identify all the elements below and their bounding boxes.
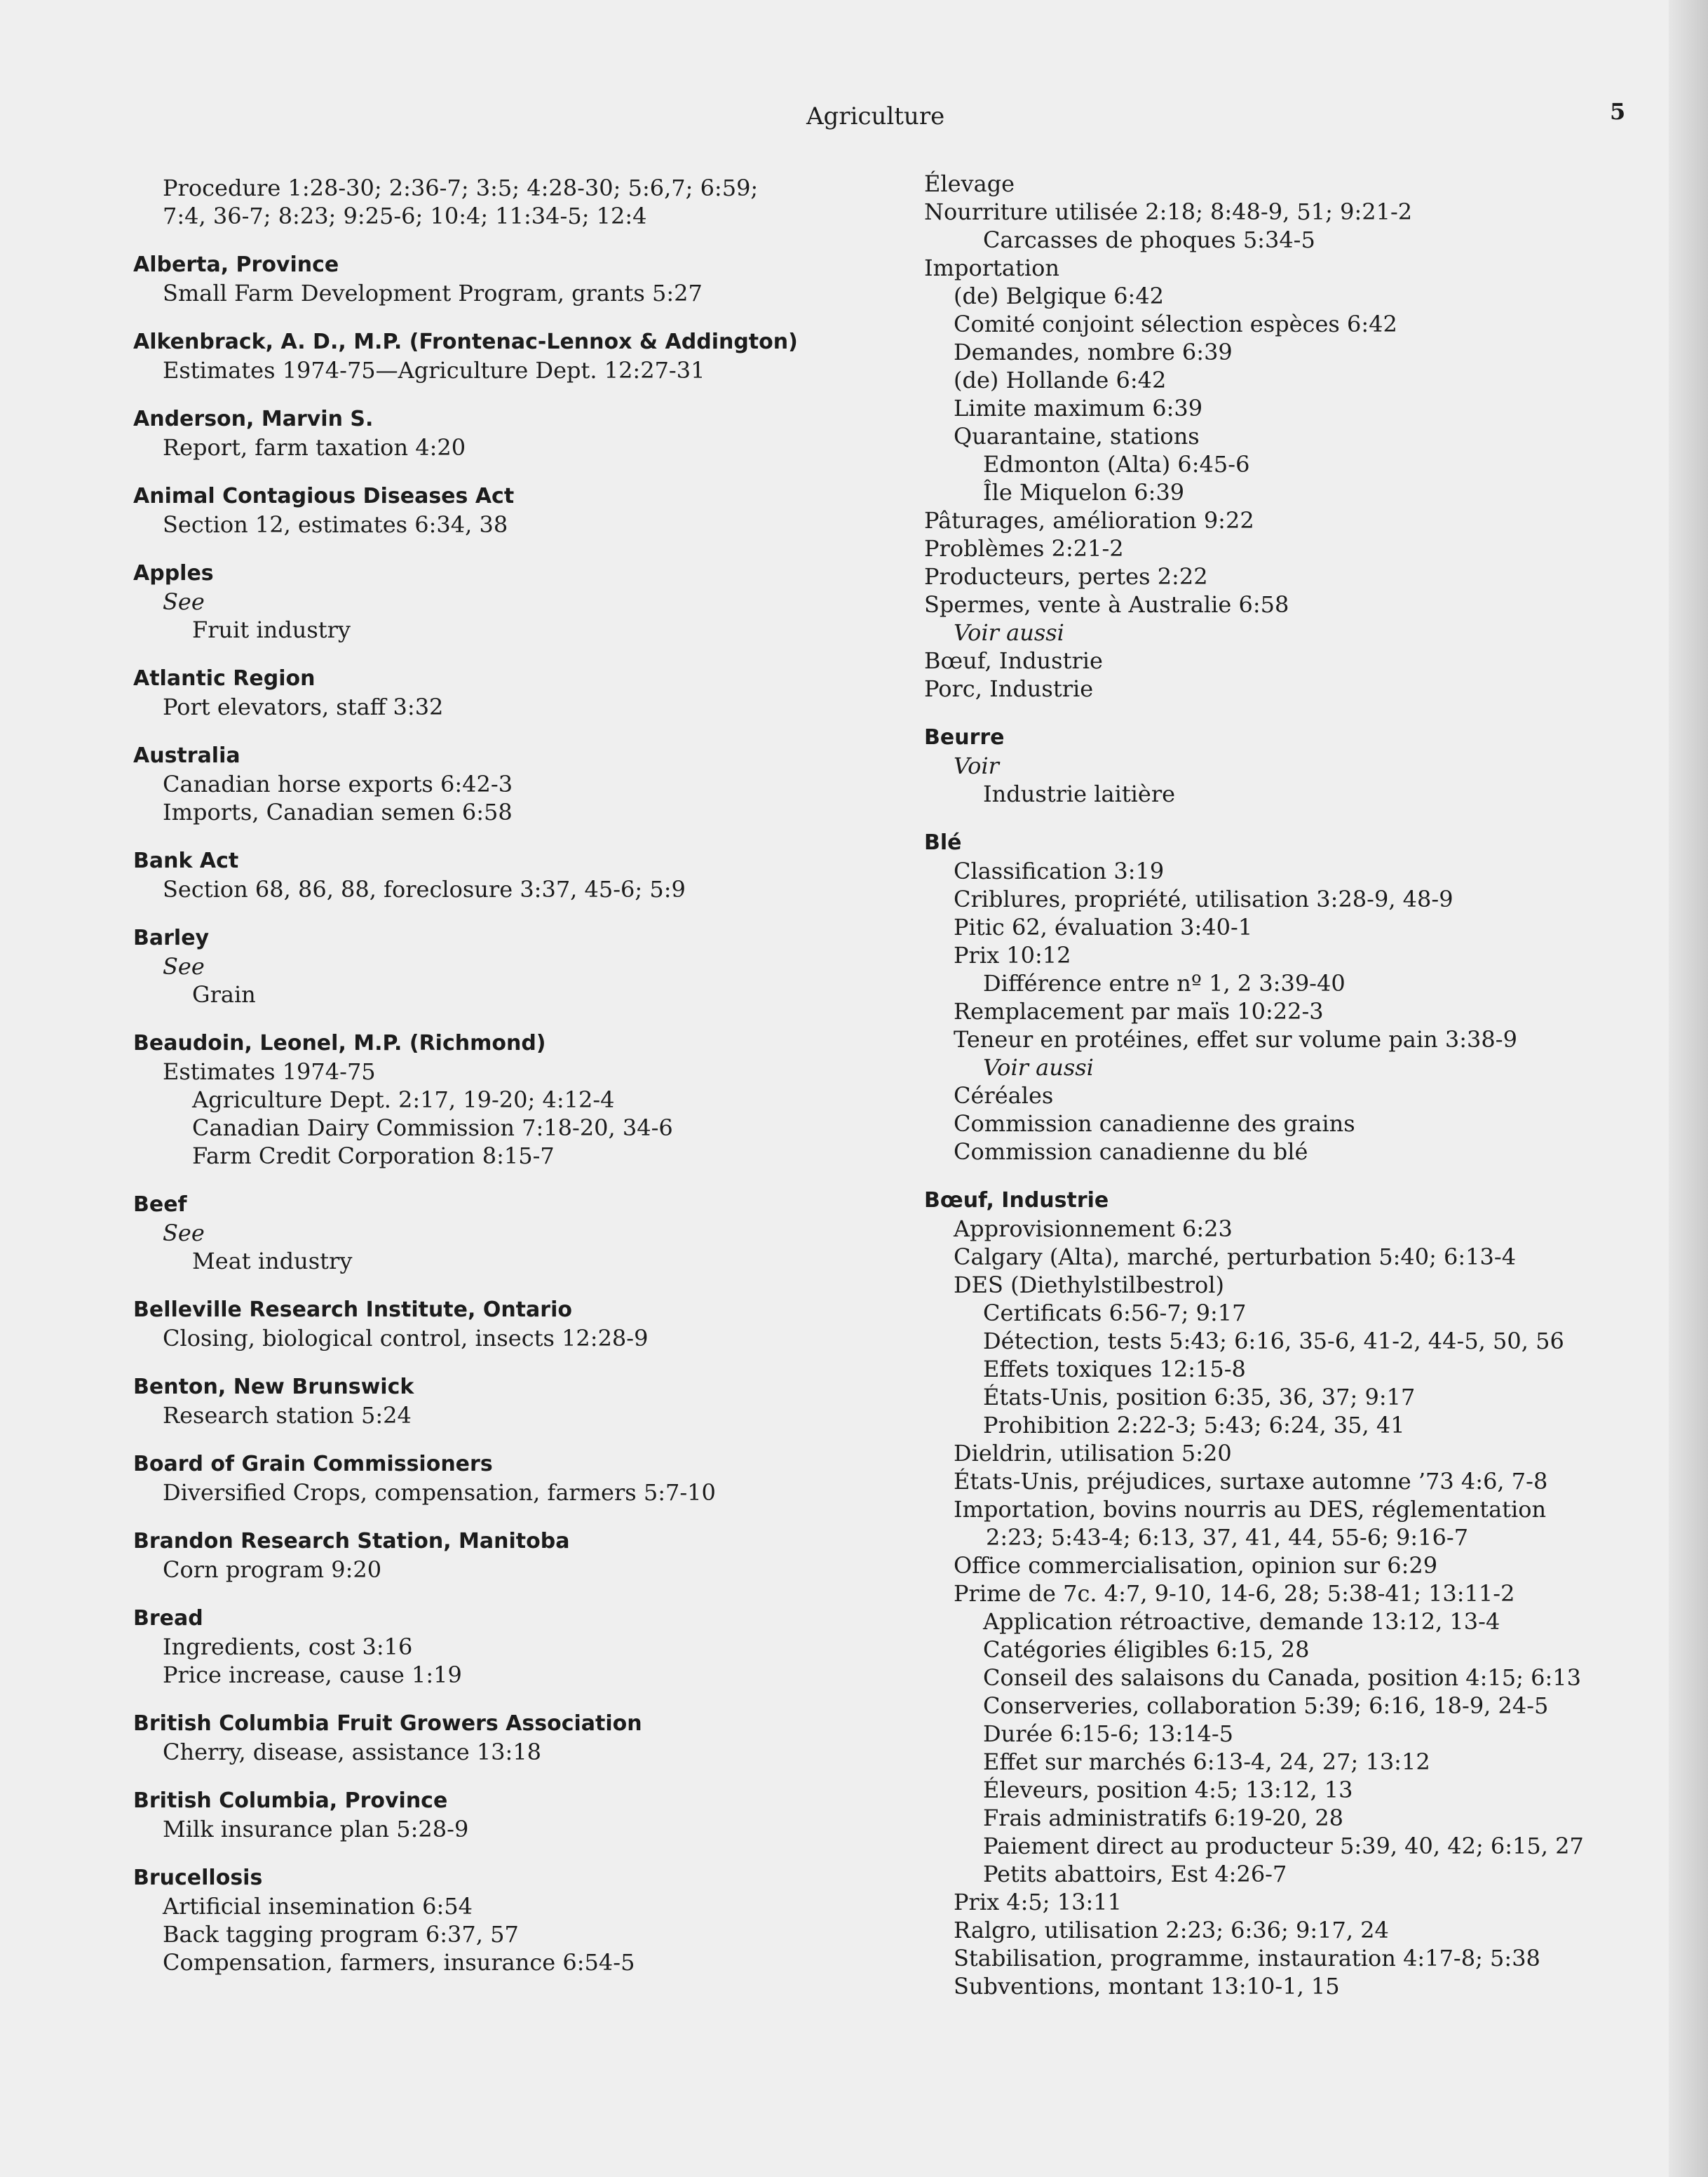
index-entry-ble [924, 829, 1660, 1166]
subentry: Back tagging program 6:37, 57 [163, 1921, 519, 1948]
index-column-left [133, 174, 876, 1997]
subentry: Compensation, farmers, insurance 6:54-5 [163, 1949, 635, 1976]
subentry: Estimates 1974-75 [163, 1058, 376, 1085]
subentry: Criblures, propriété, utilisation 3:28-9, 48-9 [954, 886, 1453, 912]
subentry: Prime de 7c. 4:7, 9-10, 14-6, 28; 5:38-41; 13:11-2 [954, 1580, 1515, 1607]
subentry: Petits abattoirs, Est 4:26-7 [983, 1861, 1287, 1887]
subentry: Report, farm taxation 4:20 [163, 434, 466, 461]
subentry: Producteurs, pertes 2:22 [924, 563, 1208, 590]
see-reference: See [163, 588, 205, 615]
entry-heading: Alkenbrack, A. D., M.P. (Frontenac-Lennox & Addington) [133, 330, 798, 354]
index-entry-apples [133, 560, 876, 644]
subentry: Industrie laitière [983, 781, 1176, 807]
subentry: États-Unis, position 6:35, 36, 37; 9:17 [983, 1384, 1416, 1410]
subentry: Comité conjoint sélection espèces 6:42 [954, 311, 1397, 337]
subentry: Porc, Industrie [924, 675, 1094, 702]
subentry: Pitic 62, évaluation 3:40-1 [954, 914, 1253, 941]
index-entry-atlantic [133, 665, 876, 721]
index-entry-belleville [133, 1296, 876, 1352]
subentry: (de) Hollande 6:42 [954, 367, 1167, 393]
entry-heading: Beef [133, 1192, 187, 1217]
entry-heading: Blé [924, 830, 962, 855]
entry-heading: Alberta, Province [133, 252, 339, 277]
index-entry-beaudoin [133, 1030, 876, 1170]
subentry: Limite maximum 6:39 [954, 395, 1203, 422]
entry-heading: Animal Contagious Diseases Act [133, 484, 515, 508]
subentry: Effet sur marchés 6:13-4, 24, 27; 13:12 [983, 1748, 1430, 1775]
entry-heading: Beurre [924, 725, 1005, 750]
subentry: Ingredients, cost 3:16 [163, 1633, 413, 1660]
entry-heading: Beaudoin, Leonel, M.P. (Richmond) [133, 1031, 546, 1056]
index-entry-alkenbrack [133, 328, 876, 384]
entry-heading: Bank Act [133, 849, 239, 873]
index-entry-beef [133, 1191, 876, 1275]
subentry: Section 12, estimates 6:34, 38 [163, 511, 508, 538]
subentry: Certificats 6:56-7; 9:17 [983, 1300, 1247, 1326]
see-reference: See [163, 1220, 205, 1246]
subentry: Classification 3:19 [954, 858, 1165, 884]
subentry: Importation, bovins nourris au DES, réglementation [954, 1496, 1547, 1523]
index-column-right [924, 170, 1660, 2021]
subentry: (de) Belgique 6:42 [954, 283, 1165, 309]
subentry: Fruit industry [192, 616, 351, 643]
page-number: 5 [1610, 98, 1626, 125]
subentry: Spermes, vente à Australie 6:58 [924, 591, 1289, 618]
index-entry-brandon [133, 1528, 876, 1584]
subentry: Port elevators, staff 3:32 [163, 694, 444, 720]
subentry: Commission canadienne des grains [954, 1110, 1355, 1137]
subentry: Canadian Dairy Commission 7:18-20, 34-6 [192, 1114, 673, 1141]
index-entry-australia [133, 742, 876, 826]
subentry: Quarantaine, stations [954, 423, 1200, 450]
entry-heading: Barley [133, 926, 210, 950]
subentry: Éleveurs, position 4:5; 13:12, 13 [983, 1777, 1353, 1803]
subentry: Prix 10:12 [954, 942, 1071, 969]
subentry: Demandes, nombre 6:39 [954, 339, 1233, 365]
entry-heading: Belleville Research Institute, Ontario [133, 1298, 572, 1322]
subentry: Edmonton (Alta) 6:45-6 [983, 451, 1250, 478]
subentry: Élevage [924, 170, 1015, 197]
subentry: Canadian horse exports 6:42-3 [163, 771, 513, 797]
subentry: Procedure 1:28-30; 2:36-7; 3:5; 4:28-30; 5:6,7; 6:59; [163, 175, 759, 201]
subentry: Pâturages, amélioration 9:22 [924, 507, 1254, 534]
entry-heading: Brandon Research Station, Manitoba [133, 1529, 570, 1553]
subentry: Approvisionnement 6:23 [954, 1215, 1233, 1242]
subentry: Frais administratifs 6:19-20, 28 [983, 1805, 1344, 1831]
subentry: Office commercialisation, opinion sur 6:29 [954, 1552, 1438, 1579]
subentry: Conseil des salaisons du Canada, position 4:15; 6:13 [983, 1664, 1581, 1691]
subentry: Diversified Crops, compensation, farmers 5:7-10 [163, 1479, 716, 1506]
index-entry-beurre [924, 724, 1660, 808]
subentry: Artificial insemination 6:54 [163, 1893, 473, 1920]
page-edge [1669, 0, 1708, 2177]
subentry: Corn program 9:20 [163, 1556, 382, 1583]
subentry: Carcasses de phoques 5:34-5 [983, 227, 1315, 253]
subentry: Effets toxiques 12:15-8 [983, 1356, 1246, 1382]
subentry: Conserveries, collaboration 5:39; 6:16, 18-9, 24-5 [983, 1692, 1549, 1719]
subentry: Closing, biological control, insects 12:28-9 [163, 1325, 649, 1352]
entry-heading: Board of Grain Commissioners [133, 1452, 493, 1476]
see-reference: Voir [954, 753, 999, 779]
subentry: Paiement direct au producteur 5:39, 40, 42; 6:15, 27 [983, 1833, 1584, 1859]
subentry: États-Unis, préjudices, surtaxe automne ’73 4:6, 7-8 [954, 1468, 1548, 1495]
entry-heading: Bread [133, 1606, 203, 1631]
subentry: Milk insurance plan 5:28-9 [163, 1816, 469, 1842]
subentry: Application rétroactive, demande 13:12, 13-4 [983, 1608, 1500, 1635]
running-header: Agriculture [806, 102, 945, 130]
subentry: Commission canadienne du blé [954, 1138, 1308, 1165]
index-entry-brucellosis [133, 1864, 876, 1976]
index-entry-alberta [133, 251, 876, 307]
subentry: Estimates 1974-75—Agriculture Dept. 12:27-31 [163, 357, 705, 384]
subentry: Catégories éligibles 6:15, 28 [983, 1636, 1310, 1663]
index-entry-elevage-continued [924, 170, 1660, 703]
index-entry-bread [133, 1605, 876, 1689]
entry-heading: Bœuf, Industrie [924, 1188, 1109, 1213]
subentry: Price increase, cause 1:19 [163, 1662, 462, 1688]
entry-heading: British Columbia Fruit Growers Association [133, 1711, 642, 1736]
index-entry-benton [133, 1373, 876, 1429]
subentry: Prix 4:5; 13:11 [954, 1889, 1122, 1915]
subentry: Bœuf, Industrie [924, 647, 1103, 674]
subentry: Dieldrin, utilisation 5:20 [954, 1440, 1232, 1467]
subentry: Stabilisation, programme, instauration 4:17-8; 5:38 [954, 1945, 1540, 1972]
subentry: Imports, Canadian semen 6:58 [163, 799, 513, 825]
entry-heading: Brucellosis [133, 1866, 263, 1890]
index-entry-bc-province [133, 1787, 876, 1843]
subentry: Nourriture utilisée 2:18; 8:48-9, 51; 9:21-2 [924, 198, 1413, 225]
entry-heading: British Columbia, Province [133, 1788, 448, 1813]
subentry: Durée 6:15-6; 13:14-5 [983, 1720, 1233, 1747]
entry-heading: Atlantic Region [133, 666, 316, 691]
subentry: Problèmes 2:21-2 [924, 535, 1124, 562]
subentry: DES (Diethylstilbestrol) [954, 1272, 1224, 1298]
index-entry-animal-contagious [133, 483, 876, 539]
subentry: Prohibition 2:22-3; 5:43; 6:24, 35, 41 [983, 1412, 1405, 1438]
subentry: Small Farm Development Program, grants 5:27 [163, 280, 703, 306]
index-entry-barley [133, 924, 876, 1009]
entry-heading: Anderson, Marvin S. [133, 407, 374, 431]
subentry: Meat industry [192, 1248, 353, 1274]
subentry: Section 68, 86, 88, foreclosure 3:37, 45-6; 5:9 [163, 876, 686, 903]
entry-heading: Australia [133, 743, 240, 768]
subentry: Remplacement par maïs 10:22-3 [954, 998, 1324, 1025]
see-also-reference: Voir aussi [983, 1054, 1094, 1081]
subentry: Cherry, disease, assistance 13:18 [163, 1739, 542, 1765]
subentry-continuation: 2:23; 5:43-4; 6:13, 37, 41, 44, 55-6; 9:16-7 [986, 1524, 1469, 1551]
subentry: Différence entre nº 1, 2 3:39-40 [983, 970, 1346, 997]
index-entry-bc-fruit-growers [133, 1710, 876, 1766]
subentry: Calgary (Alta), marché, perturbation 5:40; 6:13-4 [954, 1243, 1517, 1270]
index-entry-procedure [133, 174, 876, 230]
subentry: Détection, tests 5:43; 6:16, 35-6, 41-2, 44-5, 50, 56 [983, 1328, 1564, 1354]
entry-heading: Benton, New Brunswick [133, 1375, 414, 1399]
subentry: Farm Credit Corporation 8:15-7 [192, 1143, 555, 1169]
subentry: Teneur en protéines, effet sur volume pain 3:38-9 [954, 1026, 1517, 1053]
subentry: Grain [192, 981, 256, 1008]
index-entry-boeuf-industrie [924, 1187, 1660, 2000]
subentry: Research station 5:24 [163, 1402, 412, 1429]
subentry: Agriculture Dept. 2:17, 19-20; 4:12-4 [192, 1086, 615, 1113]
see-reference: See [163, 953, 205, 980]
subentry: Subventions, montant 13:10-1, 15 [954, 1973, 1340, 2000]
index-entry-board-grain [133, 1450, 876, 1507]
entry-heading: Apples [133, 561, 214, 586]
index-entry-anderson [133, 405, 876, 461]
index-entry-bank-act [133, 847, 876, 903]
subentry: Île Miquelon 6:39 [983, 479, 1185, 506]
subentry: Ralgro, utilisation 2:23; 6:36; 9:17, 24 [954, 1917, 1389, 1943]
see-also-reference: Voir aussi [954, 619, 1064, 646]
subentry: Importation [924, 255, 1059, 281]
subentry: Céréales [954, 1082, 1054, 1109]
subentry: 7:4, 36-7; 8:23; 9:25-6; 10:4; 11:34-5; 12:4 [163, 203, 647, 229]
